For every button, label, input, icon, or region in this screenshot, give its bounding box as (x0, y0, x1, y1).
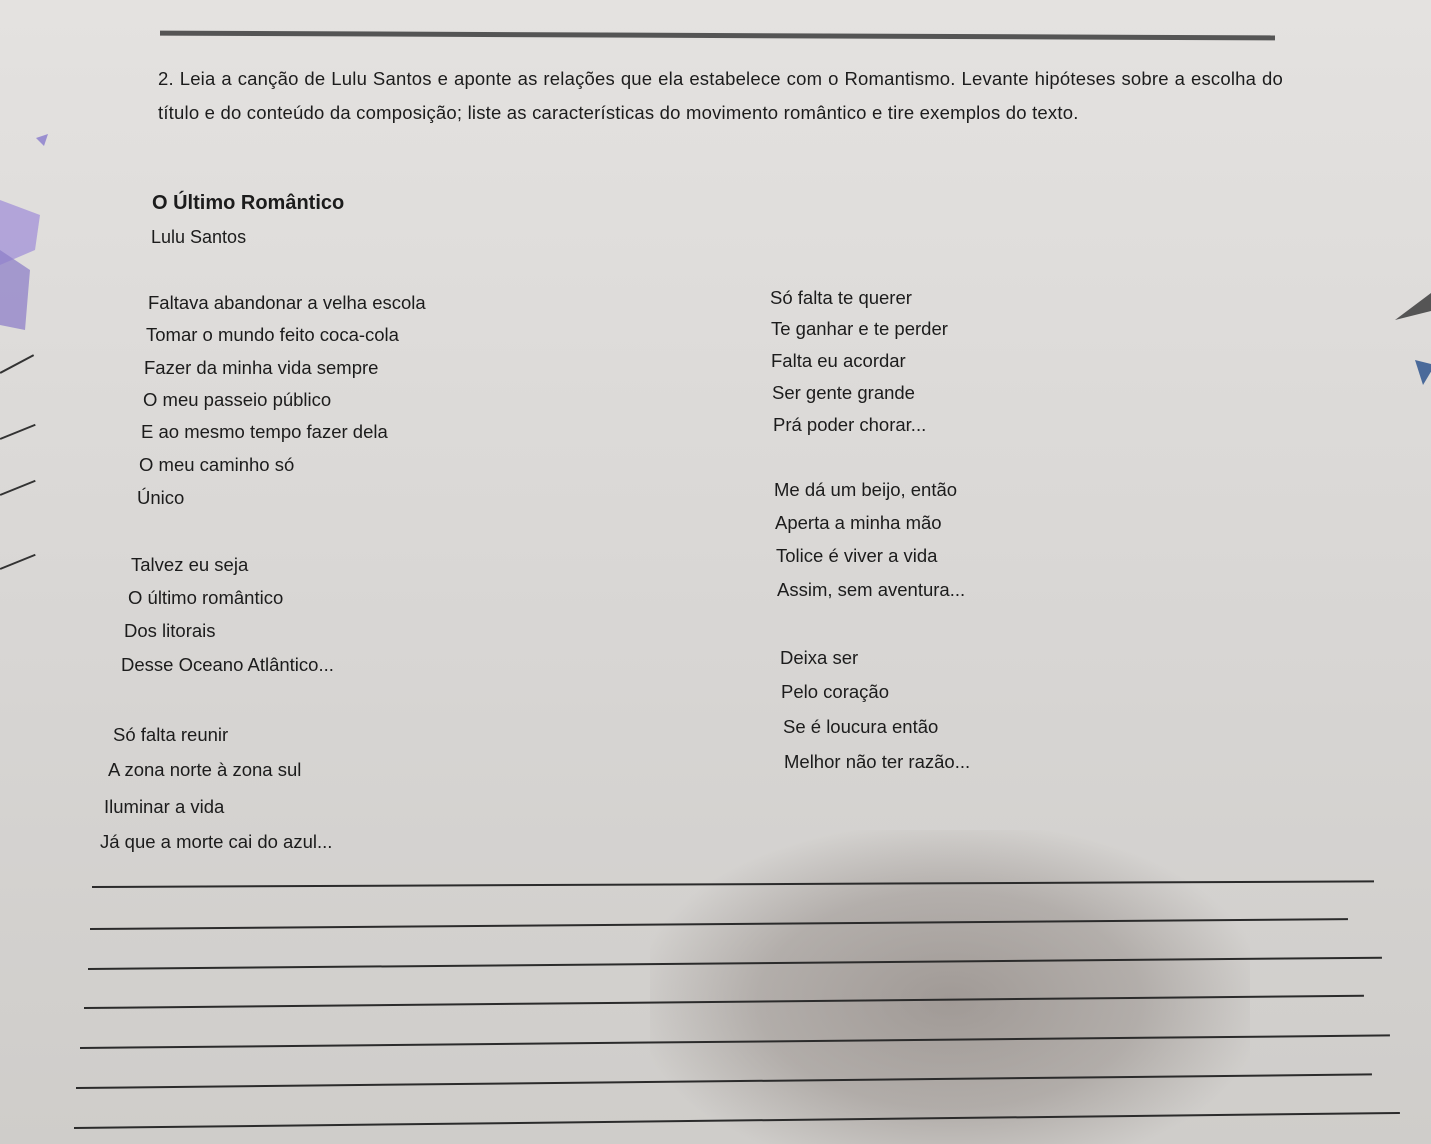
lyric-line: Faltava abandonar a velha escola (148, 292, 426, 313)
lyric-line: Assim, sem aventura... (777, 579, 966, 600)
song-author: Lulu Santos (151, 227, 247, 247)
lyric-line: O último romântico (128, 587, 284, 608)
lyric-line: Te ganhar e te perder (771, 318, 948, 339)
question-text: 2. Leia a canção de Lulu Santos e aponte as relações que ela estabelece com o Romantismo. Levante hipóteses sobre a escolha do título e do conteúdo da composição; liste as características do movimento romântico e tire exemplos do texto. (158, 68, 1283, 123)
margin-doodle (0, 130, 60, 470)
lyric-line: Só falta reunir (113, 724, 229, 745)
lyric-line: Aperta a minha mão (775, 512, 942, 533)
hand-shadow (650, 830, 1250, 1144)
lyric-line: Pelo coração (781, 681, 889, 702)
lyric-line: Desse Oceano Atlântico... (121, 654, 334, 675)
lyric-line: E ao mesmo tempo fazer dela (141, 421, 388, 442)
lyric-line: O meu caminho só (139, 454, 295, 475)
lyric-line: Só falta te querer (770, 287, 912, 308)
lyric-line: Dos litorais (124, 620, 216, 641)
lyric-line: Tomar o mundo feito coca-cola (146, 324, 399, 345)
song-title: O Último Romântico (152, 192, 345, 214)
lyric-line: Deixa ser (780, 647, 859, 668)
lyric-line: Iluminar a vida (104, 796, 225, 817)
lyric-line: Se é loucura então (783, 716, 939, 737)
top-divider (160, 31, 1275, 41)
lyric-line: Talvez eu seja (131, 554, 249, 575)
lyric-line: Já que a morte cai do azul... (100, 831, 333, 852)
lyric-line: Ser gente grande (772, 382, 915, 403)
lyric-line: O meu passeio público (143, 389, 332, 410)
lyric-line: Melhor não ter razão... (784, 751, 971, 772)
lyric-line: Tolice é viver a vida (776, 545, 938, 566)
margin-mark (0, 554, 36, 570)
right-margin-mark (1395, 290, 1431, 450)
lyric-line: Falta eu acordar (771, 350, 906, 371)
lyric-line: Único (137, 487, 185, 508)
margin-mark (0, 480, 36, 496)
lyric-line: Prá poder chorar... (773, 414, 927, 435)
lyric-line: Me dá um beijo, então (774, 479, 958, 500)
lyric-line: Fazer da minha vida sempre (144, 357, 379, 378)
lyric-line: A zona norte à zona sul (108, 759, 302, 780)
